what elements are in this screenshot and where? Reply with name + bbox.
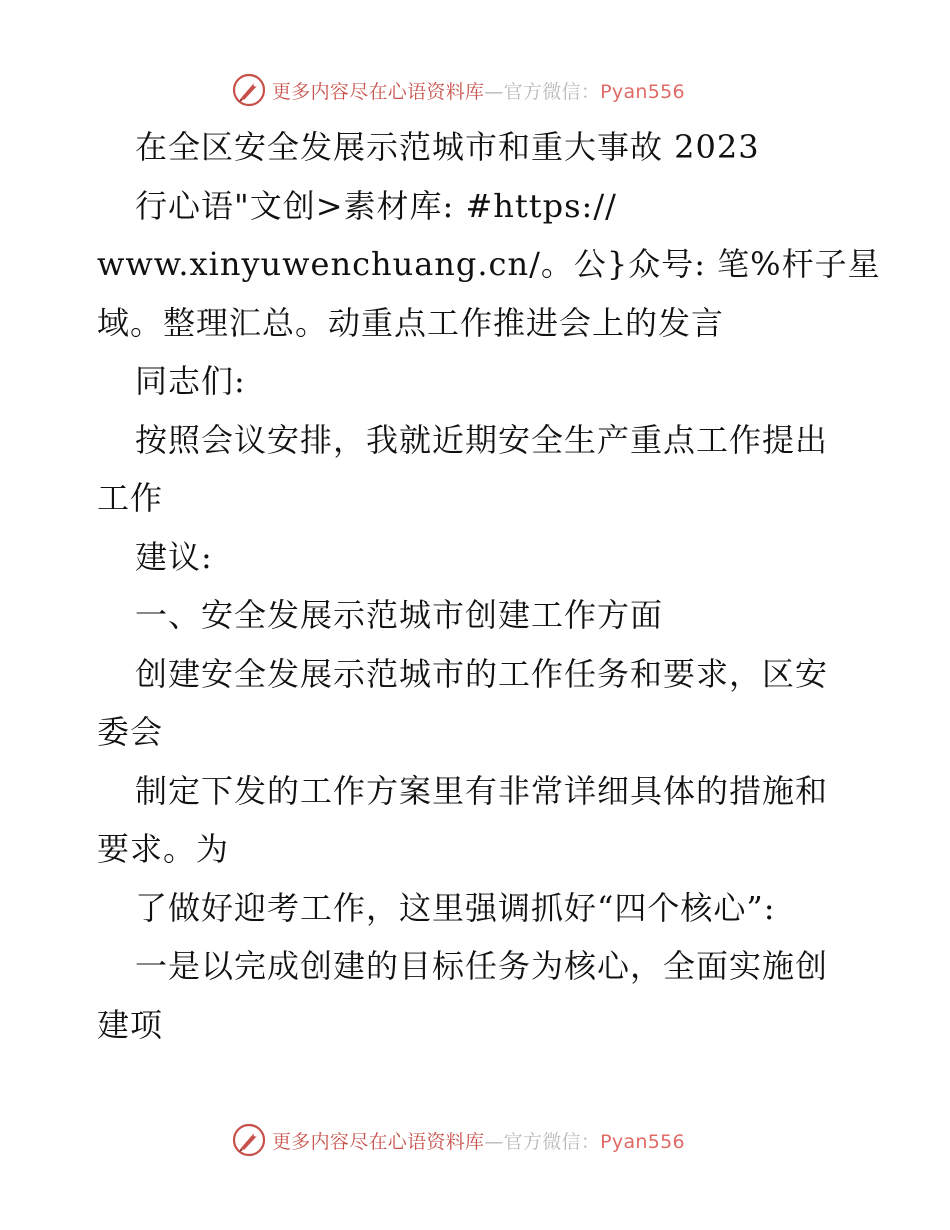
text-line: 同志们: <box>135 362 246 400</box>
text-line: 了做好迎考工作，这里强调抓好“四个核心”: <box>135 888 776 927</box>
watermark-text <box>272 77 685 104</box>
text-line: 按照会议安排，我就近期安全生产重点工作提出 <box>135 420 829 459</box>
text-line: 要求。为 <box>97 830 230 868</box>
watermark-wechat-handle: Pyan556 <box>600 80 685 103</box>
text-line: 一是以完成创建的目标任务为核心，全面实施创 <box>135 947 829 985</box>
text-line: 创建安全发展示范城市的工作任务和要求，区安 <box>135 654 829 693</box>
text-line: 在全区安全发展示范城市和重大事故 2023 <box>135 128 760 166</box>
text-line: 行心语"文创>素材库: #https:// <box>135 186 617 225</box>
quill-pen-logo-icon <box>232 1123 266 1157</box>
text-line: 域。整理汇总。动重点工作推进会上的发言 <box>97 303 725 342</box>
watermark-official-label: 官方微信： <box>503 80 601 103</box>
quill-pen-logo-icon <box>232 73 266 107</box>
watermark-brand: 更多内容尽在心语资料库 <box>272 80 485 103</box>
text-line: www.xinyuwenchuang.cn/。公}众号: 笔%杆子星 <box>97 245 881 283</box>
text-line: 工作 <box>97 479 164 517</box>
document-body <box>97 118 881 1054</box>
watermark-brand: 更多内容尽在心语资料库 <box>272 1130 485 1153</box>
text-line: 建议: <box>135 537 213 576</box>
text-line: 建项 <box>97 1005 164 1044</box>
watermark-separator: — <box>484 80 504 103</box>
text-line: 委会 <box>97 713 164 751</box>
footer-watermark <box>232 1120 685 1160</box>
watermark-text <box>272 1127 685 1154</box>
text-line: 制定下发的工作方案里有非常详细具体的措施和 <box>135 771 829 810</box>
header-watermark <box>232 70 685 110</box>
watermark-separator: — <box>484 1130 504 1153</box>
watermark-official-label: 官方微信： <box>503 1130 601 1153</box>
text-line: 一、安全发展示范城市创建工作方面 <box>135 596 664 634</box>
watermark-wechat-handle: Pyan556 <box>600 1130 685 1153</box>
